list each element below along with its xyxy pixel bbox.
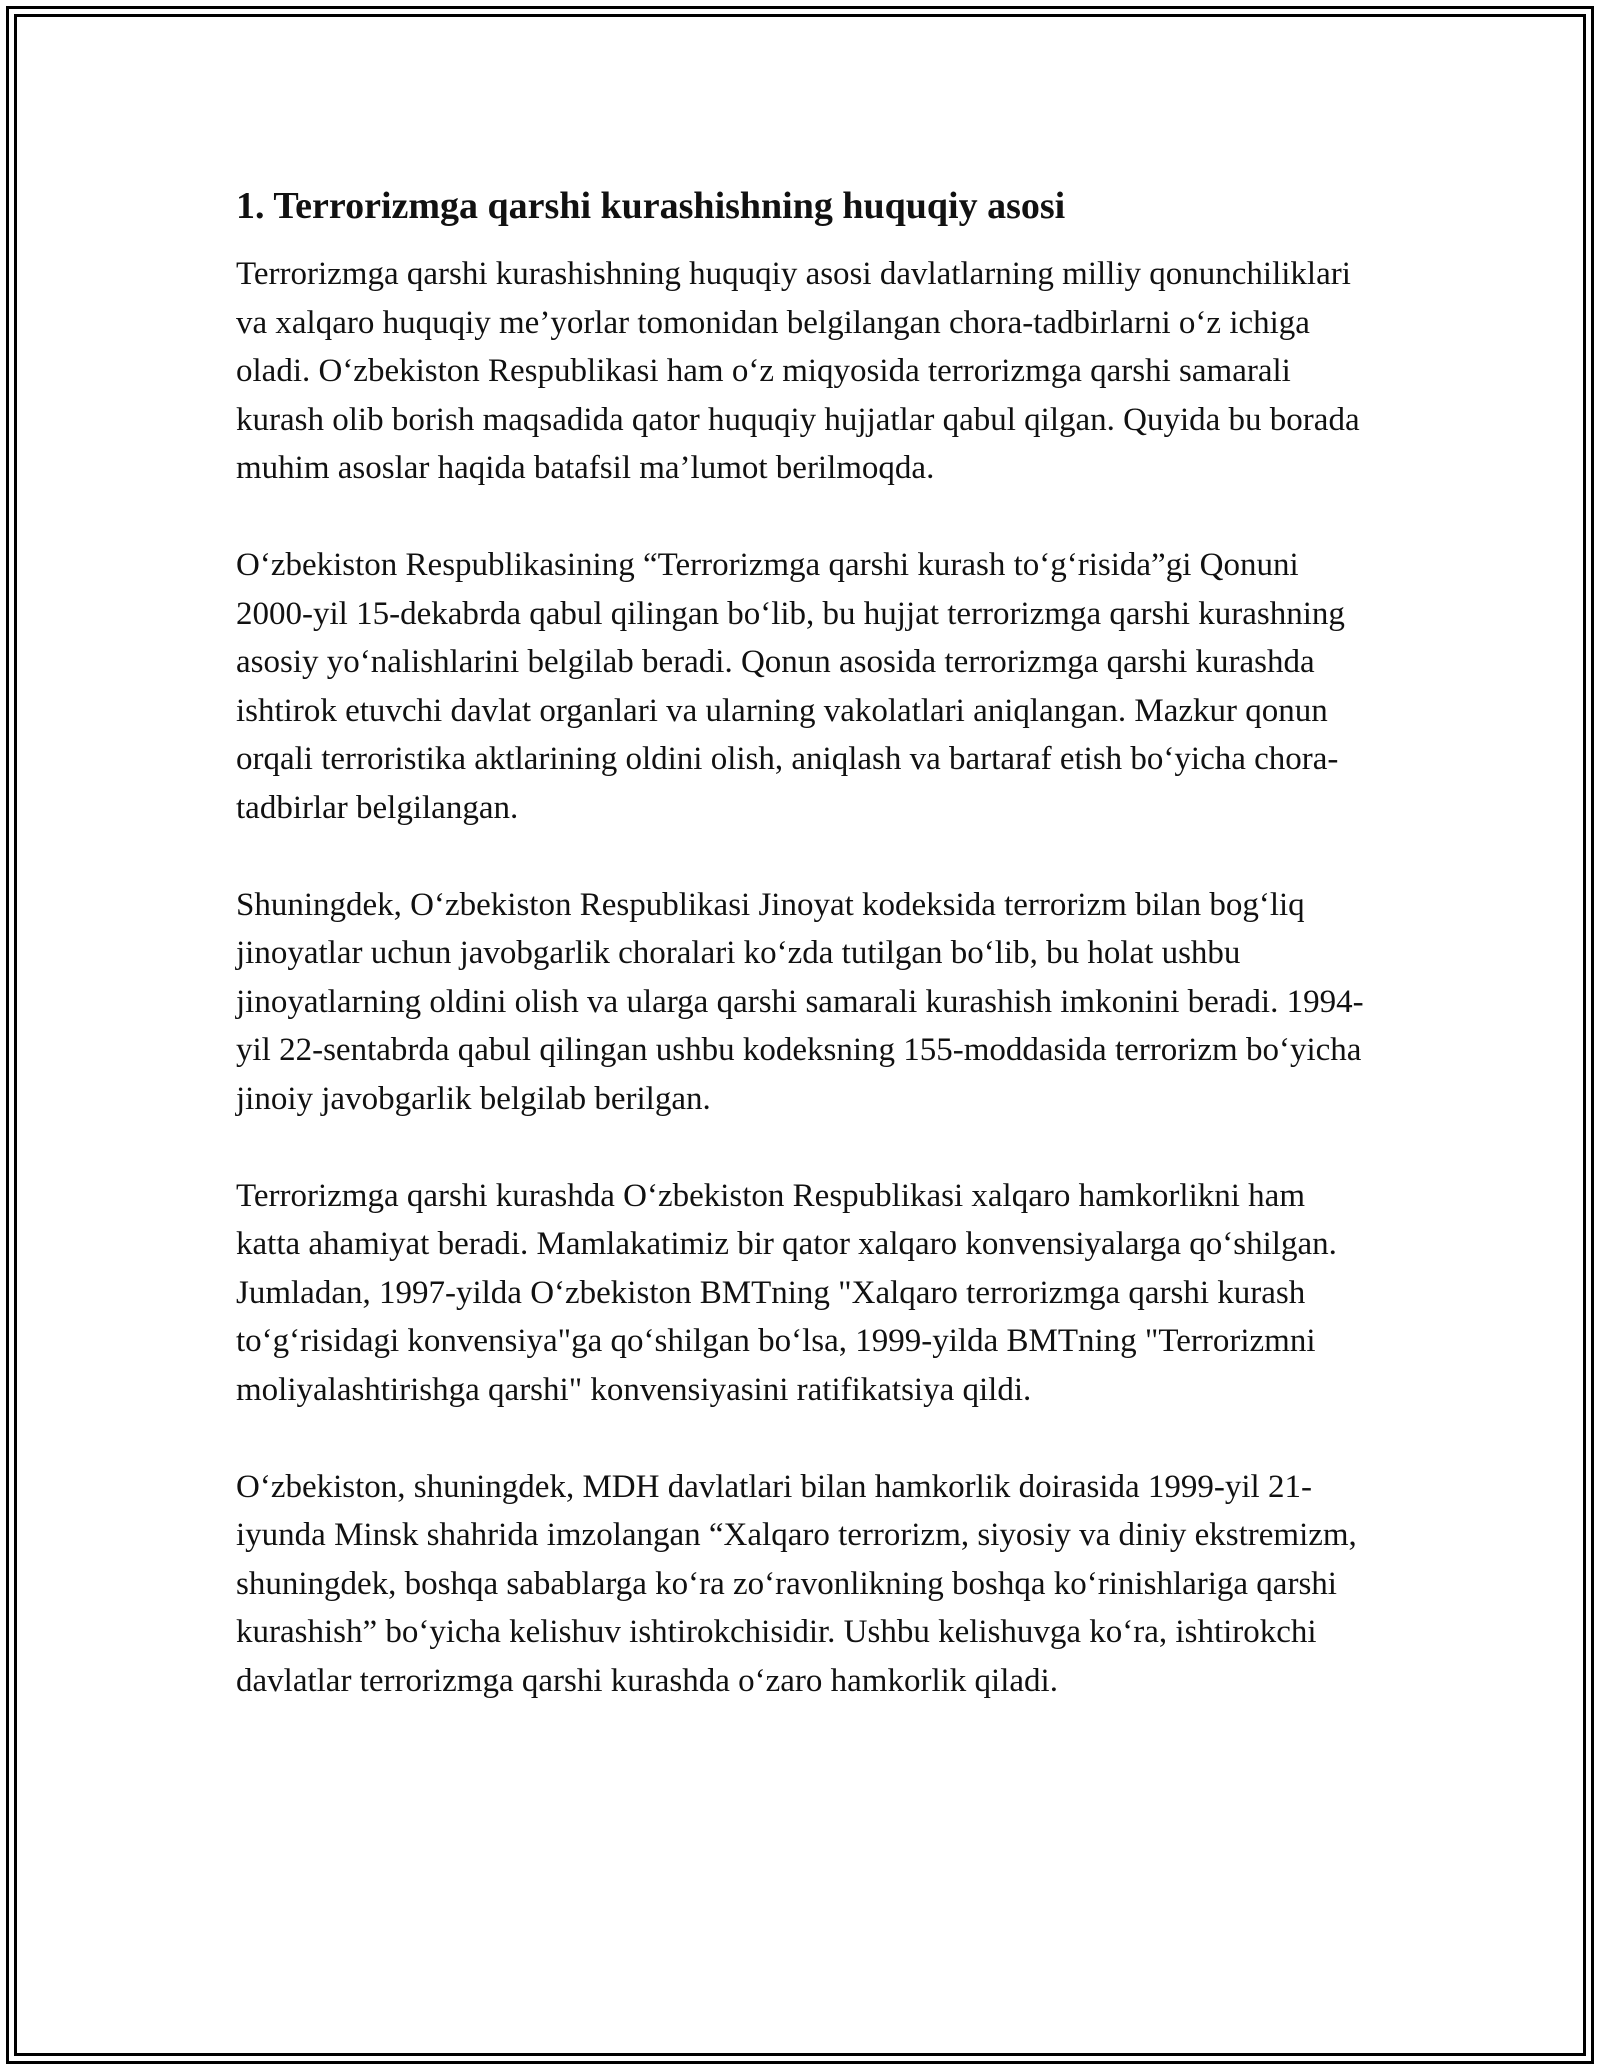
section-title: 1. Terrorizmga qarshi kurashishning huquqiy asosi bbox=[236, 185, 1066, 227]
document-body bbox=[236, 182, 1366, 1705]
paragraph-5: O‘zbekiston, shuningdek, MDH davlatlari bilan hamkorlik doirasida 1999-yil 21-iyunda Minsk shahrida imzolangan “Xalqaro terrorizm, siyosiy va diniy ekstremizm, shuningdek, boshqa sabablarga ko‘ra zo‘ravonlikning boshqa ko‘rinishlariga qarshi kurashish” bo‘yicha kelishuv ishtirokchisidir. Ushbu kelishuvga ko‘ra, ishtirokchi davlatlar terrorizmga qarshi kurashda o‘zaro hamkorlik qiladi. bbox=[236, 1468, 1357, 1699]
paragraph-3: Shuningdek, O‘zbekiston Respublikasi Jinoyat kodeksida terrorizm bilan bog‘liq jinoyatlar uchun javobgarlik choralari ko‘zda tutilgan bo‘lib, bu holat ushbu jinoyatlarning oldini olish va ularga qarshi samarali kurashish imkonini beradi. 1994-yil 22-sentabrda qabul qilingan ushbu kodeksning 155-moddasida terrorizm bo‘yicha jinoiy javobgarlik belgilab berilgan. bbox=[236, 886, 1364, 1117]
paragraph-4: Terrorizmga qarshi kurashda O‘zbekiston Respublikasi xalqaro hamkorlikni ham katta ahamiyat beradi. Mamlakatimiz bir qator xalqaro konvensiyalarga qo‘shilgan. Jumladan, 1997-yilda O‘zbekiston BMTning "Xalqaro terrorizmga qarshi kurash to‘g‘risidagi konvensiya"ga qo‘shilgan bo‘lsa, 1999-yilda BMTning "Terrorizmni moliyalashtirishga qarshi" konvensiyasini ratifikatsiya qildi. bbox=[236, 1177, 1337, 1408]
paragraph-2: O‘zbekiston Respublikasining “Terrorizmga qarshi kurash to‘g‘risida”gi Qonuni 2000-yil 15-dekabrda qabul qilingan bo‘lib, bu hujjat terrorizmga qarshi kurashning asosiy yo‘nalishlarini belgilab beradi. Qonun asosida terrorizmga qarshi kurashda ishtirok etuvchi davlat organlari va ularning vakolatlari aniqlangan. Mazkur qonun orqali terroristika aktlarining oldini olish, aniqlash va bartaraf etish bo‘yicha chora-tadbirlar belgilangan. bbox=[236, 547, 1345, 826]
paragraph-1: Terrorizmga qarshi kurashishning huquqiy asosi davlatlarning milliy qonunchiliklari va xalqaro huquqiy me’yorlar tomonidan belgilangan chora-tadbirlarni o‘z ichiga oladi. O‘zbekiston Respublikasi ham o‘z miqyosida terrorizmga qarshi samarali kurash olib borish maqsadida qator huquqiy hujjatlar qabul qilgan. Quyida bu borada muhim asoslar haqida batafsil ma’lumot berilmoqda. bbox=[236, 256, 1360, 486]
paragraph-list bbox=[236, 250, 1366, 1705]
